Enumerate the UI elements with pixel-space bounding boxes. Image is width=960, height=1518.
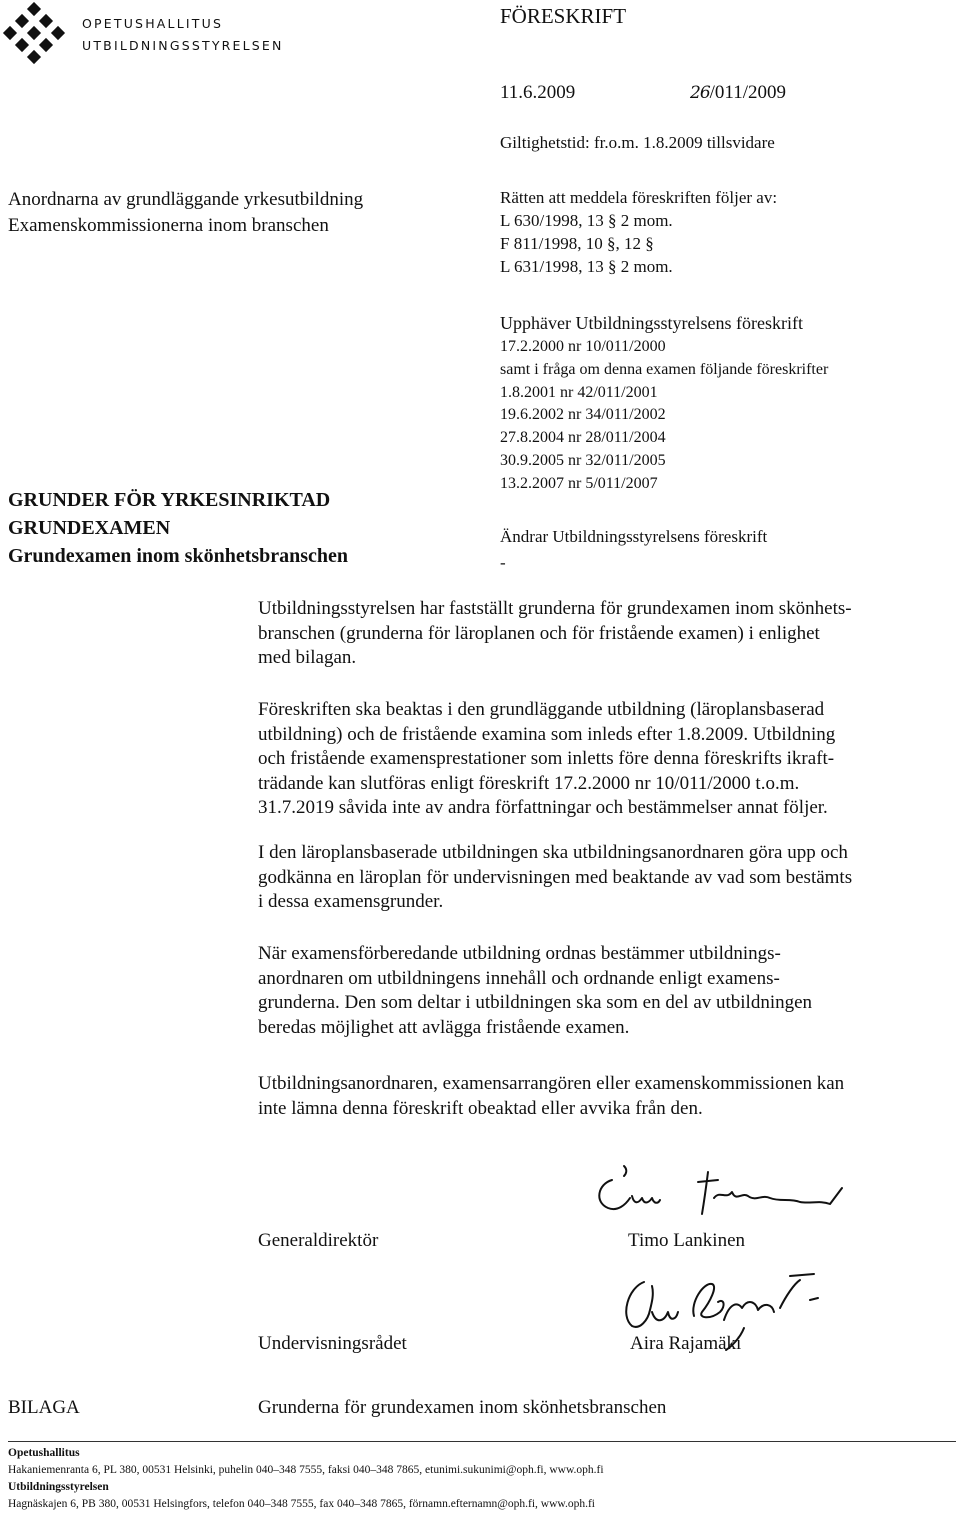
body-line: 31.7.2019 såvida inte av andra författningar och bestämmelser annat följer.: [258, 797, 828, 818]
body-line: anordnaren om utbildningens innehåll och ordnande enligt examens-: [258, 967, 780, 989]
legal-authority: [500, 186, 777, 278]
repeals-item: 30.9.2005 nr 32/011/2005: [500, 451, 666, 469]
signature-lankinen-icon: [590, 1162, 860, 1222]
org-name-fi: OPETUSHALLITUS: [82, 16, 224, 31]
authority-item: L 631/1998, 13 § 2 mom.: [500, 257, 673, 276]
document-date: 11.6.2009: [500, 82, 576, 103]
opetushallitus-logo-icon: [2, 2, 66, 66]
body-paragraph-5: [258, 1072, 958, 1121]
repeals-item: 27.8.2004 nr 28/011/2004: [500, 429, 666, 447]
authority-item: L 630/1998, 13 § 2 mom.: [500, 211, 673, 230]
signatory-role-2: Undervisningsrådet: [258, 1333, 407, 1354]
body-paragraph-4: [258, 942, 958, 1040]
body-line: När examensförberedande utbildning ordnas bestämmer utbildnings-: [258, 943, 781, 964]
footer: [8, 1445, 604, 1513]
footer-divider: [8, 1441, 956, 1442]
recipients: [8, 187, 363, 239]
body-paragraph-1: [258, 597, 958, 671]
footer-org-fi: Opetushallitus: [8, 1447, 80, 1459]
body-line: branschen (grunderna för läroplanen och för fristående examen) i enlighet: [258, 622, 820, 644]
repeals-title: Upphäver Utbildningsstyrelsens föreskrift: [500, 313, 803, 333]
repeals-note: samt i fråga om denna examen följande föreskrifter: [500, 360, 829, 378]
body-line: Utbildningsstyrelsen har fastställt grunderna för grundexamen inom skönhets-: [258, 598, 852, 619]
validity-period: Giltighetstid: fr.o.m. 1.8.2009 tillsvidare: [500, 133, 775, 152]
repeals-list: [500, 336, 828, 496]
authority-item: F 811/1998, 10 §, 12 §: [500, 234, 654, 253]
regulation-title: [8, 486, 348, 570]
repeals-item: 1.8.2001 nr 42/011/2001: [500, 383, 658, 401]
body-line: I den läroplansbaserade utbildningen ska utbildningsanordnaren göra upp och: [258, 842, 848, 863]
body-line: Utbildningsanordnaren, examensarrangören eller examenskommissionen kan: [258, 1073, 845, 1094]
org-name-sv: UTBILDNINGSSTYRELSEN: [82, 38, 284, 53]
body-line: beredas möjlighet att avlägga fristående examen.: [258, 1016, 630, 1038]
title-line: GRUNDEXAMEN: [8, 517, 171, 539]
body-line: inte lämna denna föreskrift obeaktad eller avvika från den.: [258, 1097, 703, 1119]
footer-org-sv: Utbildningsstyrelsen: [8, 1481, 109, 1493]
title-line: Grundexamen inom skönhetsbranschen: [8, 545, 349, 567]
body-line: och fristående examensprestationer som inletts före denna föreskrifts ikraft-: [258, 748, 835, 769]
attachment-label: BILAGA: [8, 1397, 80, 1418]
authority-intro: Rätten att meddela föreskriften följer av:: [500, 188, 778, 207]
document-reference: [690, 82, 786, 104]
body-line: i dessa examensgrunder.: [258, 891, 444, 912]
footer-address-sv: Hagnäskajen 6, PB 380, 00531 Helsingfors, telefon 040–348 7555, fax 040–348 7865, förnamn.efternamn@oph.fi, www.oph.fi: [8, 1498, 595, 1510]
amends-value: -: [500, 553, 506, 572]
signatory-name-1: Timo Lankinen: [628, 1230, 745, 1251]
signatory-role-1: Generaldirektör: [258, 1230, 379, 1251]
signatory-name-2: Aira Rajamäki: [630, 1333, 742, 1354]
body-line: trädande kan slutföras enligt föreskrift 17.2.2000 nr 10/011/2000 t.o.m.: [258, 772, 800, 794]
recipient-line: Anordnarna av grundläggande yrkesutbildning: [8, 189, 364, 210]
repeals-item: 13.2.2007 nr 5/011/2007: [500, 474, 658, 492]
repeals-item: 19.6.2002 nr 34/011/2002: [500, 406, 666, 424]
document-type: FÖRESKRIFT: [500, 4, 627, 28]
recipient-line: Examenskommissionerna inom branschen: [8, 215, 329, 236]
attachment-title: Grunderna för grundexamen inom skönhetsbranschen: [258, 1397, 667, 1418]
body-line: utbildning) och de fristående examina som inleds efter 1.8.2009. Utbildning: [258, 723, 836, 745]
body-line: Föreskriften ska beaktas i den grundläggande utbildning (läroplansbaserad: [258, 699, 825, 720]
footer-address-fi: Hakaniemenranta 6, PL 380, 00531 Helsinki, puhelin 040–348 7555, faksi 040–348 7865, etunimi.sukunimi@oph.fi, www.oph.fi: [8, 1464, 604, 1476]
title-line: GRUNDER FÖR YRKESINRIKTAD: [8, 489, 331, 511]
amends-title: Ändrar Utbildningsstyrelsens föreskrift: [500, 527, 768, 546]
body-line: med bilagan.: [258, 647, 357, 668]
repeals-main: 17.2.2000 nr 10/011/2000: [500, 338, 666, 355]
body-line: grunderna. Den som deltar i utbildningen ska som en del av utbildningen: [258, 992, 813, 1013]
reference-suffix: /011/2009: [709, 82, 786, 103]
body-paragraph-3: [258, 841, 958, 915]
body-line: godkänna en läroplan för undervisningen med beaktande av vad som bestämts: [258, 866, 853, 888]
reference-handwritten: 26: [690, 83, 710, 103]
body-paragraph-2: [258, 698, 958, 821]
